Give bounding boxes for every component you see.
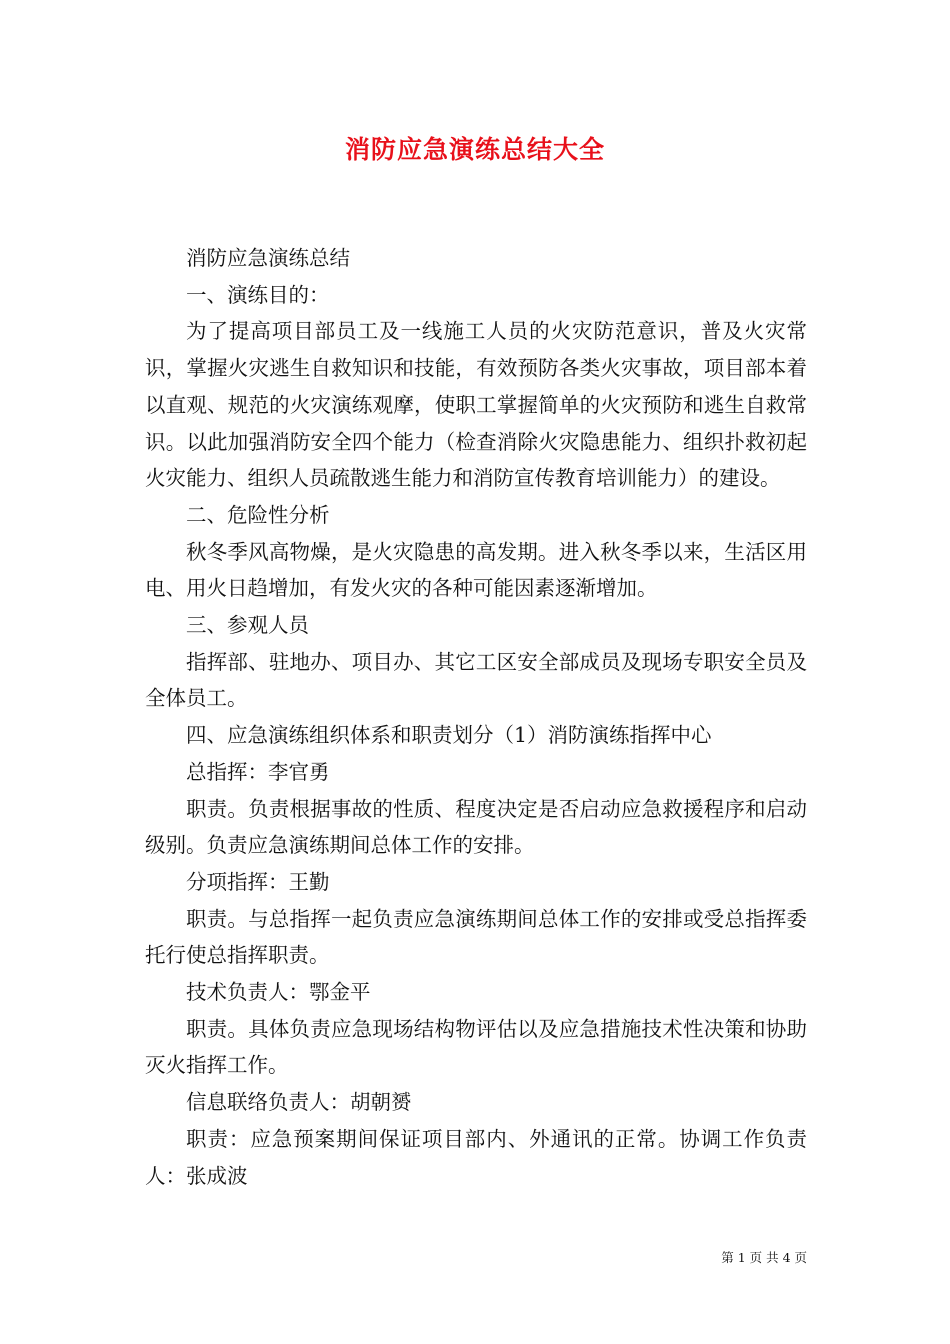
document-body bbox=[145, 240, 807, 1194]
paragraph: 职责。具体负责应急现场结构物评估以及应急措施技术性决策和协助灭火指挥工作。 bbox=[145, 1016, 807, 1078]
role-line: 总指挥：李官勇 bbox=[186, 759, 330, 784]
section-heading: 一、演练目的： bbox=[186, 282, 330, 307]
paragraph: 职责。与总指挥一起负责应急演练期间总体工作的安排或受总指挥委托行使总指挥职责。 bbox=[145, 906, 807, 968]
paragraph: 消防应急演练总结 bbox=[186, 246, 350, 270]
page-footer: 第 1 页 共 4 页 bbox=[721, 1250, 807, 1265]
role-line: 信息联络负责人：胡朝赟 bbox=[186, 1090, 412, 1115]
role-line: 分项指挥：王勤 bbox=[186, 869, 330, 894]
paragraph: 秋冬季风高物燥，是火灾隐患的高发期。进入秋冬季以来，生活区用电、用火日趋增加，有发火灾的各种可能因素逐渐增加。 bbox=[145, 539, 807, 601]
role-line: 技术负责人：鄂金平 bbox=[186, 980, 371, 1005]
paragraph: 为了提高项目部员工及一线施工人员的火灾防范意识，普及火灾常识，掌握火灾逃生自救知识和技能，有效预防各类火灾事故，项目部本着以直观、规范的火灾演练观摩，使职工掌握简单的火灾预防和逃生自救常识。以此加强消防安全四个能力（检查消除火灾隐患能力、组织扑救初起火灾能力、组织人员疏散逃生能力和消防宣传教育培训能力）的建设。 bbox=[145, 319, 807, 491]
section-heading: 二、危险性分析 bbox=[186, 502, 330, 527]
section-heading: 四、应急演练组织体系和职责划分（1）消防演练指挥中心 bbox=[186, 723, 712, 748]
paragraph: 职责：应急预案期间保证项目部内、外通讯的正常。协调工作负责人：张成波 bbox=[145, 1126, 807, 1188]
paragraph: 指挥部、驻地办、项目办、其它工区安全部成员及现场专职安全员及全体员工。 bbox=[145, 649, 807, 711]
document-title: 消防应急演练总结大全 bbox=[344, 135, 605, 164]
section-heading: 三、参观人员 bbox=[186, 613, 309, 638]
paragraph: 职责。负责根据事故的性质、程度决定是否启动应急救援程序和启动级别。负责应急演练期间总体工作的安排。 bbox=[145, 796, 807, 858]
